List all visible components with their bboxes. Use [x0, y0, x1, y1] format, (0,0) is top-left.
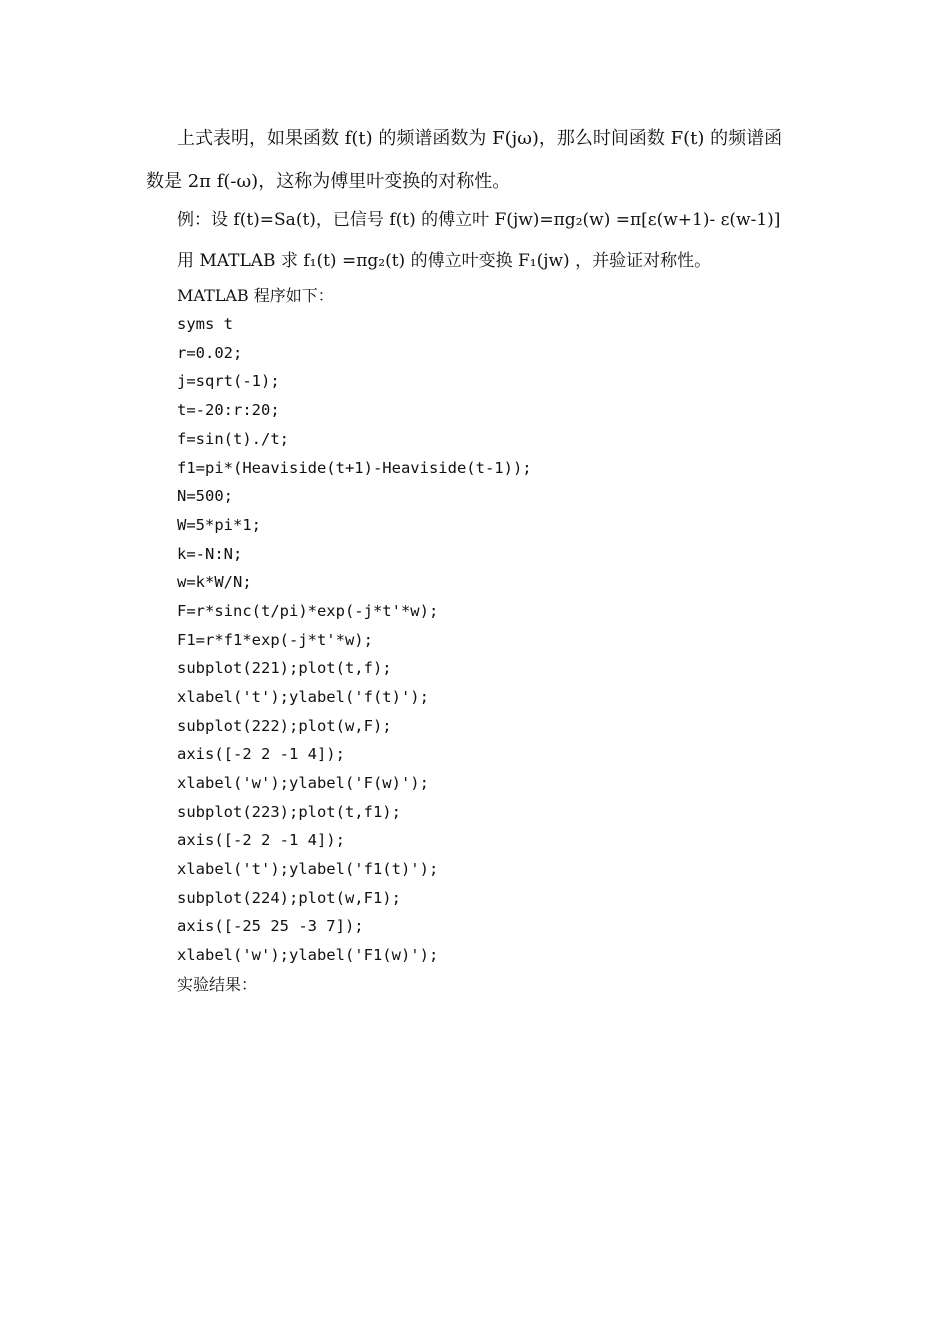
code-line: xlabel('w');ylabel('F(w)');: [177, 774, 429, 792]
code-line: N=500;: [177, 487, 233, 505]
code-line: syms t: [177, 315, 233, 333]
code-line: F1=r*f1*exp(-j*t'*w);: [177, 631, 373, 649]
code-line: axis([-2 2 -1 4]);: [177, 831, 345, 849]
code-line: t=-20:r:20;: [177, 401, 280, 419]
paragraph-symmetry-line-1: 上式表明，如果函数 f(t) 的频谱函数为 F(jω)，那么时间函数 F(t) 的频谱函: [177, 128, 783, 149]
code-line: subplot(223);plot(t,f1);: [177, 803, 401, 821]
code-line: f1=pi*(Heaviside(t+1)-Heaviside(t-1));: [177, 459, 532, 477]
results-label: 实验结果：: [177, 975, 258, 994]
code-line: F=r*sinc(t/pi)*exp(-j*t'*w);: [177, 602, 439, 620]
code-line: xlabel('t');ylabel('f(t)');: [177, 688, 429, 706]
example-statement-line-2: 用 MATLAB 求 f₁(t) =πg₂(t) 的傅立叶变换 F₁(jw) ，并验证对称性。: [177, 251, 712, 271]
code-line: subplot(224);plot(w,F1);: [177, 889, 401, 907]
code-line: xlabel('w');ylabel('F1(w)');: [177, 946, 439, 964]
code-line: W=5*pi*1;: [177, 516, 261, 534]
code-line: xlabel('t');ylabel('f1(t)');: [177, 860, 439, 878]
code-line: k=-N:N;: [177, 545, 243, 563]
code-line: subplot(222);plot(w,F);: [177, 717, 392, 735]
code-line: w=k*W/N;: [177, 573, 252, 591]
code-line: j=sqrt(-1);: [177, 372, 280, 390]
code-line: r=0.02;: [177, 344, 243, 362]
example-statement-line-1: 例：设 f(t)=Sa(t)，已信号 f(t) 的傅立叶 F(jw)=πg₂(w) =π[ε(w+1)- ε(w-1)]: [177, 210, 781, 230]
paragraph-symmetry-line-2: 数是 2π f(-ω)，这称为傅里叶变换的对称性。: [146, 171, 511, 192]
code-line: axis([-2 2 -1 4]);: [177, 745, 345, 763]
code-line: f=sin(t)./t;: [177, 430, 289, 448]
code-line: axis([-25 25 -3 7]);: [177, 917, 364, 935]
code-line: subplot(221);plot(t,f);: [177, 659, 392, 677]
program-intro: MATLAB 程序如下：: [177, 286, 334, 305]
